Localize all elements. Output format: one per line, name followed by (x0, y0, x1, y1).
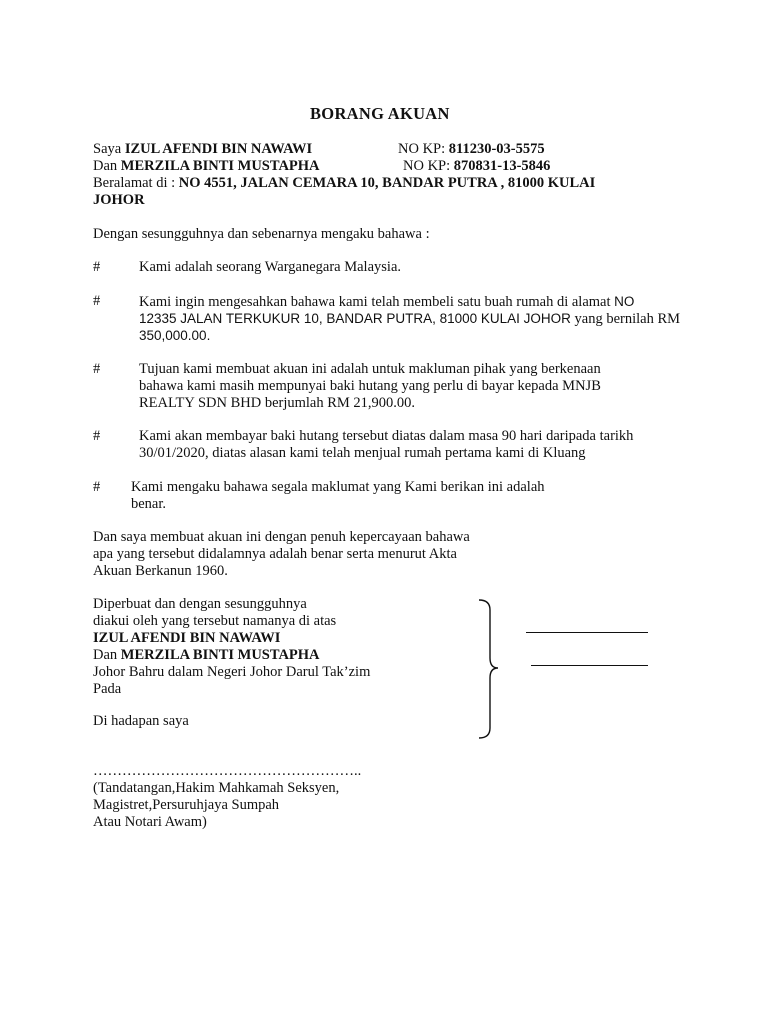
point-2-line-1-serif: Kami ingin mengesahkan bahawa kami telah membeli satu buah rumah di alamat (139, 294, 615, 310)
declaration-line-1: Dan saya membuat akuan ini dengan penuh kepercayaan bahawa (93, 529, 470, 545)
point-1-text: Kami adalah seorang Warganegara Malaysia. (139, 259, 402, 275)
declarant-line-1 (93, 141, 312, 158)
declaration-line-3: Akuan Berkanun 1960. (93, 563, 228, 579)
dan-prefix: Dan (93, 158, 121, 174)
signature-line-1 (526, 632, 648, 633)
signing-dan-prefix: Dan (93, 647, 121, 663)
point-3-line-3: REALTY SDN BHD berjumlah RM 21,900.00. (139, 395, 416, 411)
nokp-value-2: 870831-13-5846 (453, 158, 551, 174)
commissioner-line-3: Atau Notari Awam) (93, 814, 207, 830)
bullet-4: # (93, 428, 101, 444)
address-line-2: JOHOR (93, 192, 145, 208)
nokp-label-1: NO KP: (398, 141, 449, 157)
nokp-label-2: NO KP: (403, 158, 454, 174)
intro-text: Dengan sesungguhnya dan sebenarnya mengaku bahawa : (93, 226, 430, 242)
point-4-line-2: 30/01/2020, diatas alasan kami telah menjual rumah pertama kami di Kluang (139, 445, 586, 461)
point-3-line-1: Tujuan kami membuat akuan ini adalah untuk makluman pihak yang berkenaan (139, 361, 601, 377)
signing-pada: Pada (93, 681, 122, 697)
document-title: BORANG AKUAN (310, 104, 450, 123)
signing-place: Johor Bahru dalam Negeri Johor Darul Tak’zim (93, 664, 371, 680)
saya-prefix: Saya (93, 141, 125, 157)
point-2-line-1-sans: NO (614, 294, 635, 309)
signature-line-2 (531, 665, 648, 666)
address-value: NO 4551, JALAN CEMARA 10, BANDAR PUTRA , 81000 KULAI (178, 175, 596, 191)
signing-name-2-line (93, 647, 320, 664)
nokp-value-1: 811230-03-5575 (448, 141, 545, 157)
point-2-line-1 (139, 293, 634, 311)
address-label: Beralamat di : (93, 175, 179, 191)
signing-name-1: IZUL AFENDI BIN NAWAWI (93, 630, 281, 646)
commissioner-signature-dots: ……………………………………………….. (93, 763, 362, 779)
point-5-line-2: benar. (131, 496, 167, 512)
bullet-1: # (93, 259, 101, 275)
point-5-line-1: Kami mengaku bahawa segala maklumat yang Kami berikan ini adalah (131, 479, 545, 495)
nokp-1 (398, 141, 545, 158)
point-2-line-2 (139, 310, 680, 328)
point-2-line-2-sans: 12335 JALAN TERKUKUR 10, BANDAR PUTRA, 81000 KULAI JOHOR (139, 311, 571, 326)
signing-hadapan: Di hadapan saya (93, 713, 189, 729)
commissioner-line-1: (Tandatangan,Hakim Mahkamah Seksyen, (93, 780, 340, 796)
declarant-line-2 (93, 158, 320, 175)
bullet-2: # (93, 293, 101, 309)
declarant-name-2: MERZILA BINTI MUSTAPHA (120, 158, 320, 174)
address-line-1 (93, 175, 595, 192)
commissioner-line-2: Magistret,Persuruhjaya Sumpah (93, 797, 280, 813)
signing-line-1: Diperbuat dan dengan sesungguhnya (93, 596, 307, 612)
bullet-3: # (93, 361, 101, 377)
point-4-line-1: Kami akan membayar baki hutang tersebut diatas dalam masa 90 hari daripada tarikh (139, 428, 634, 444)
declarant-name-1: IZUL AFENDI BIN NAWAWI (124, 141, 313, 157)
bullet-5: # (93, 479, 101, 495)
right-brace-icon (476, 596, 500, 742)
point-2-line-2-serif: yang bernilah RM (570, 311, 681, 327)
nokp-2 (403, 158, 550, 175)
signing-line-2: diakui oleh yang tersebut namanya di atas (93, 613, 337, 629)
declaration-line-2: apa yang tersebut didalamnya adalah benar serta menurut Akta (93, 546, 457, 562)
signing-name-2: MERZILA BINTI MUSTAPHA (120, 647, 320, 663)
point-3-line-2: bahawa kami masih mempunyai baki hutang yang perlu di bayar kepada MNJB (139, 378, 601, 394)
point-2-line-3: 350,000.00. (139, 328, 211, 343)
